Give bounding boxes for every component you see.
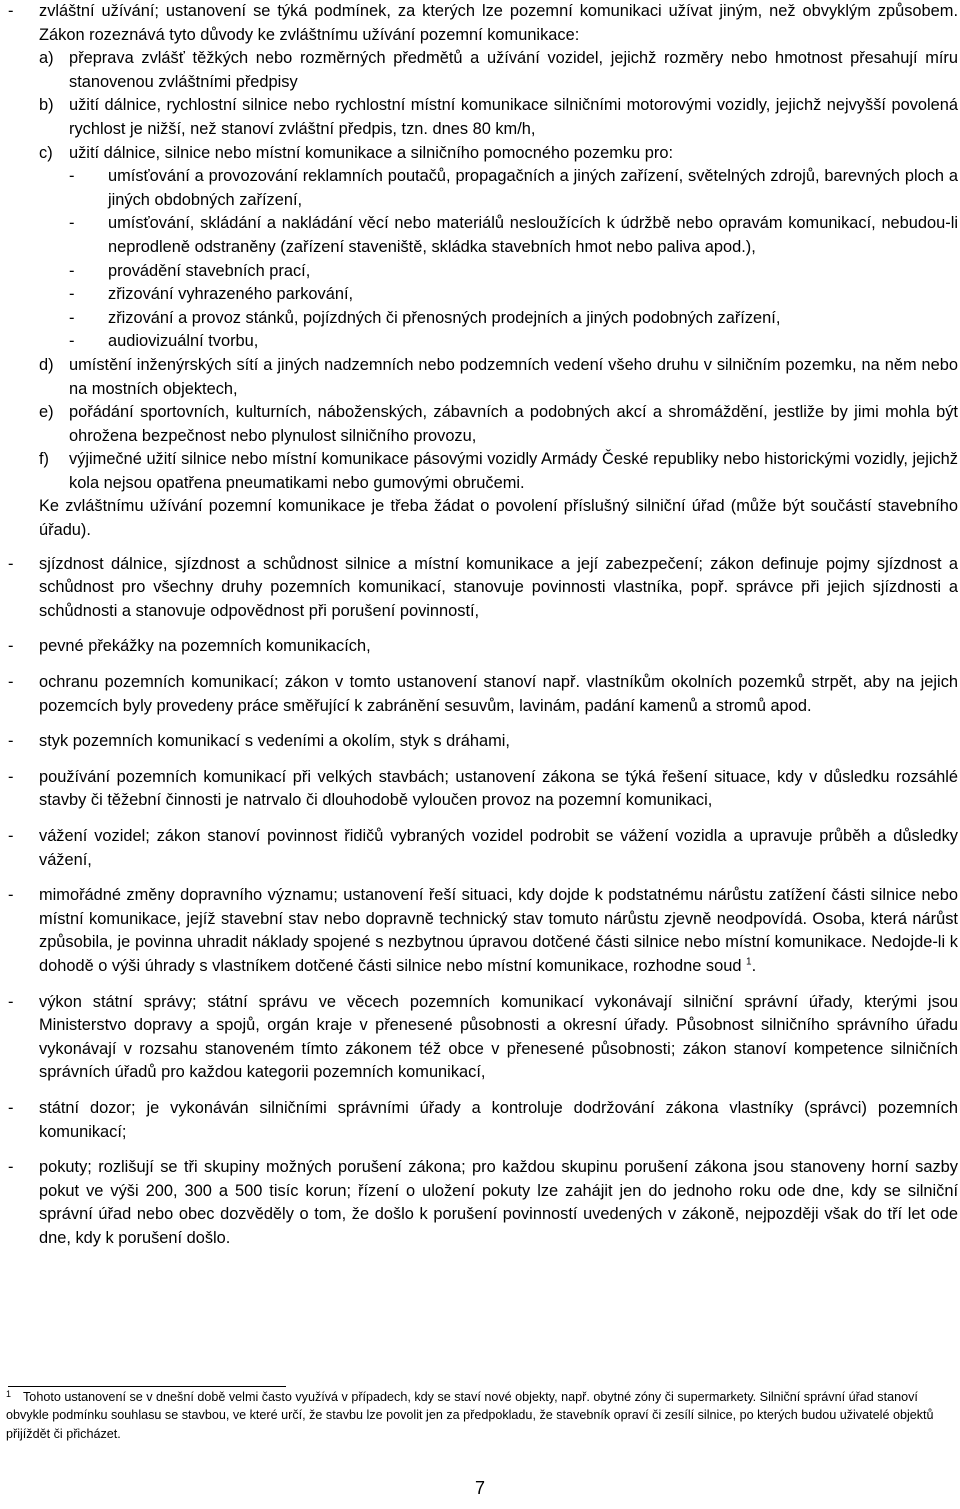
list-item-body: mimořádné změny dopravního významu; ustanovení řeší situaci, kdy dojde k podstatnému nárůstu zatížení části silnice nebo místní komunikace, jejíž stavební stav nebo dopravně technický stav tomuto nárůstu zjevně neodpovídá. Osoba, která nárůst způsobila, je povinna uhradit náklady spojené s nezbytnou úpravou dotčené části silnice nebo místní komunikace. Nedojde-li k dohodě o výši úhrady s vlastníkem dotčené části silnice nebo místní komunikace, rozhodne soud (39, 886, 958, 975)
list-item (39, 354, 958, 401)
list-item-text: užití dálnice, rychlostní silnice nebo rychlostní místní komunikace silničními motorovými vozidly, jejichž nejvyšší povolená rychlost je nižší, než stanoví zvláštní předpis, tzn. dnes 80 km/h, (69, 96, 958, 138)
list-item-text: výjimečné užití silnice nebo místní komunikace pásovými vozidly Armády České republiky nebo historickými vozidly, jejichž kola nejsou opatřena pneumatikami nebo gumovými obručemi. (69, 450, 958, 492)
list-marker: - (8, 554, 14, 573)
list-item-text: zřizování a provoz stánků, pojízdných či přenosných prodejních a jiných podobných zařízení, (108, 308, 781, 327)
closing-paragraph: Ke zvláštnímu užívání pozemní komunikace je třeba žádat o povolení příslušný silniční úřad (může být součástí stavebního úřadu). (39, 497, 958, 540)
list-item-text (39, 884, 958, 978)
list-item (8, 991, 958, 1085)
list-item-text: zvláštní užívání; ustanovení se týká podmínek, za kterých lze pozemní komunikaci užívat jiným, než obvyklým způsobem. Zákon rozeznává tyto důvody ke zvláštnímu užívání pozemní komunikace: (39, 2, 958, 44)
list-marker: - (8, 2, 14, 20)
list-item (8, 730, 958, 754)
list-item (8, 825, 958, 872)
list-item (39, 94, 958, 141)
list-marker: - (69, 261, 75, 280)
list-item-text: umísťování, skládání a nakládání věcí nebo materiálů nesloužících k údržbě nebo opravám komunikací, nebudou-li neprodleně odstraněny (zařízení staveniště, skládka stavebních hmot nebo paliva apod.), (108, 214, 958, 256)
page-number: 7 (474, 1478, 485, 1498)
list-item (8, 1156, 958, 1250)
list-item-text: výkon státní správy; státní správu ve věcech pozemních komunikací vykonávají silniční správní úřady, kterými jsou Ministerstvo dopravy a spojů, orgán kraje v přenesené působnosti a okresní úřady. Působnost silničního správního úřadu vykonávají v rozsahu stanoveném tímto zákonem též obce v přenesené působnosti; zákon stanoví kompetence silničních správních úřadů pro každou kategorii pozemních komunikací, (39, 992, 958, 1082)
footnote (6, 1388, 956, 1443)
list-marker: f) (39, 450, 50, 469)
list-marker: a) (39, 49, 54, 68)
list-marker: - (8, 1098, 14, 1117)
sub-list-item (69, 212, 958, 259)
sentence-end: . (751, 956, 757, 975)
list-item-text: pokuty; rozlišují se tři skupiny možných porušení zákona; pro každou skupinu porušení zákona jsou stanoveny horní sazby pokut ve výši 200, 300 a 500 tisíc korun; řízení o uložení pokuty lze zahájit jen do jednoho roku ode dne, kdy se silniční správní úřad nebo obec dozvěděly o tom, že došlo k porušení povinností uvedených v zákoně, nejpozději však do tří let ode dne, kdy k porušení došlo. (39, 1158, 958, 1247)
list-marker: - (8, 1158, 14, 1177)
list-item-text: užití dálnice, silnice nebo místní komunikace a silničního pomocného pozemku pro: (69, 143, 674, 162)
list-item (8, 553, 958, 624)
list-item-text: ochranu pozemních komunikací; zákon v tomto ustanovení stanoví např. vlastníkům okolních pozemků strpět, aby na jejich pozemcích byly provedeny práce směřující k zabránění sesuvům, lavinám, padání kamenů a stromů apod. (39, 673, 958, 715)
list-item-text: používání pozemních komunikací při velkých stavbách; ustanovení zákona se týká řešení situace, kdy v důsledku rozsáhlé stavby či těžební činnosti je natrvalo či dlouhodobě vyloučen provoz na pozemní komunikaci, (39, 767, 958, 810)
list-item-text: přeprava zvlášť těžkých nebo rozměrných předmětů a užívání vozidel, jejichž rozměry nebo hmotnost přesahují míru stanovenou zvláštními předpisy (69, 49, 958, 91)
sub-list-item (69, 165, 958, 212)
list-item (39, 448, 958, 495)
list-item (8, 0, 958, 47)
list-marker: - (8, 673, 14, 692)
list-item (8, 766, 958, 813)
list-marker: - (69, 332, 75, 351)
footnote-reference[interactable]: 1 (746, 956, 752, 968)
list-item-text: umístění inženýrských sítí a jiných nadzemních nebo podzemních vedení všeho druhu v silničním pozemku, na něm nebo na mostních objektech, (69, 355, 958, 398)
list-marker: - (69, 285, 75, 304)
list-marker: d) (39, 355, 54, 374)
list-marker: e) (39, 403, 54, 422)
list-marker: - (8, 732, 14, 751)
sub-list-item (69, 307, 958, 331)
sub-list-item (69, 330, 958, 354)
sub-list-item (69, 283, 958, 307)
list-item-text: sjízdnost dálnice, sjízdnost a schůdnost silnice a místní komunikace a její zabezpečení; zákon definuje pojmy sjízdnost a schůdnost pro všechny druhy pozemních komunikací, stanovuje povinnosti vlastníka, popř. správce při jejich sjízdnosti a schůdnosti a stanovuje odpovědnost při porušení povinností, (39, 554, 958, 620)
list-item (39, 401, 958, 448)
list-item (8, 635, 958, 659)
list-item-text: pořádání sportovních, kulturních, náboženských, zábavních a podobných akcí a shromáždění, jestliže by jimi mohla být ohrožena bezpečnost nebo plynulost silničního provozu, (69, 403, 958, 445)
list-marker: - (8, 767, 14, 786)
list-item (8, 884, 958, 978)
list-item-text: provádění stavebních prací, (108, 261, 311, 280)
list-marker: c) (39, 143, 53, 162)
list-item-text: státní dozor; je vykonáván silničními správními úřady a kontroluje dodržování zákona vlastníky (správci) pozemních komunikací; (39, 1098, 958, 1141)
list-marker: - (8, 637, 14, 656)
list-item-text: zřizování vyhrazeného parkování, (108, 285, 354, 304)
list-item-text: vážení vozidel; zákon stanoví povinnost řidičů vybraných vozidel podrobit se vážení vozidla a upravuje průběh a důsledky vážení, (39, 827, 958, 869)
list-item-text: umísťování a provozování reklamních poutačů, propagačních a jiných zařízení, světelných zdrojů, barevných ploch a jiných obdobných zařízení, (108, 167, 958, 209)
list-item (8, 1097, 958, 1144)
list-item-text: pevné překážky na pozemních komunikacích, (39, 637, 371, 656)
list-marker: - (8, 886, 14, 905)
list-item-text: styk pozemních komunikací s vedeními a okolím, styk s dráhami, (39, 732, 510, 751)
footnote-divider (8, 1386, 286, 1387)
list-marker: - (8, 827, 14, 845)
list-item (39, 47, 958, 94)
list-item (8, 671, 958, 718)
footnote-text: Tohoto ustanovení se v dnešní době velmi často využívá v případech, kdy se staví nové objekty, např. obytné zóny či supermarkety. Silniční správní úřad stanoví obvykle podmínku souhlasu se stavbou, ve které určí, že stavbu lze povolit jen za předpokladu, že stavebník opraví či zesílí silnice, po kterých budou uživatelé objektů přijíždět či přicházet. (6, 1390, 934, 1441)
list-marker: - (69, 167, 75, 186)
list-marker: - (69, 214, 75, 233)
list-marker: b) (39, 96, 54, 115)
list-item-text: audiovizuální tvorbu, (108, 332, 259, 351)
list-marker: - (69, 308, 75, 327)
body-text (8, 0, 958, 1251)
list-marker: - (8, 992, 14, 1011)
footnote-marker: 1 (6, 1389, 12, 1399)
list-item (39, 142, 958, 166)
sub-list-item (69, 260, 958, 284)
